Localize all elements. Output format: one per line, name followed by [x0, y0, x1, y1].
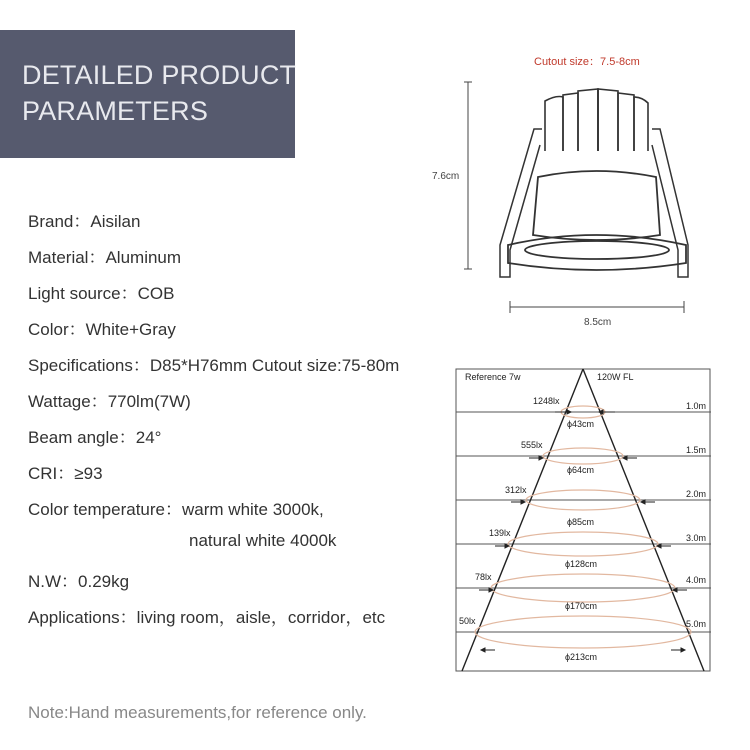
header-title-line1: DETAILED PRODUCT — [22, 60, 297, 90]
spec-color-temperature — [28, 495, 324, 520]
height-label: 7.6cm — [432, 171, 460, 182]
spec-value: Aluminum — [105, 248, 182, 267]
spec-specifications — [28, 351, 399, 376]
lux-label: 555lx — [521, 440, 543, 450]
spec-color-temperature-2 — [189, 531, 336, 551]
spec-value: living room，aisle，corridor，etc — [136, 608, 386, 627]
lux-label: 78lx — [475, 572, 492, 582]
width-label: 8.5cm — [584, 317, 612, 328]
spec-applications — [28, 603, 385, 628]
reference-label: Reference 7w — [465, 372, 521, 382]
cutout-size-label: Cutout size：7.5-8cm — [534, 56, 640, 68]
spec-label: Beam angle： — [28, 428, 136, 447]
spec-value: 770lm(7W) — [107, 392, 191, 411]
diameter-label: ϕ128cm — [565, 559, 598, 569]
heatsink — [545, 89, 648, 151]
spec-value: ≥93 — [74, 464, 103, 483]
spec-value: warm white 3000k, — [182, 500, 324, 519]
spec-wattage — [28, 387, 191, 412]
lux-label: 1248lx — [533, 396, 560, 406]
spec-color — [28, 315, 176, 340]
spec-label: Applications： — [28, 608, 137, 627]
distance-label: 5.0m — [686, 619, 707, 629]
diameter-label: ϕ213cm — [565, 652, 598, 662]
spec-label: CRI： — [28, 464, 75, 483]
lux-label: 312lx — [505, 485, 527, 495]
spec-label: Specifications： — [28, 356, 150, 375]
spec-label: Light source： — [28, 284, 138, 303]
distance-label: 4.0m — [686, 575, 707, 585]
spec-value: D85*H76mm Cutout size:75-80m — [149, 356, 400, 375]
lux-label: 139lx — [489, 528, 511, 538]
spec-value: Aisilan — [90, 212, 141, 231]
spec-label: N.W： — [28, 572, 79, 591]
spec-material — [28, 243, 181, 268]
spec-light-source — [28, 279, 174, 304]
spec-label: Wattage： — [28, 392, 108, 411]
spec-beam-angle — [28, 423, 161, 448]
spec-value: natural white 4000k — [189, 531, 337, 550]
spec-brand — [28, 207, 140, 232]
header-title-line2: PARAMETERS — [22, 96, 209, 126]
distance-label: 3.0m — [686, 533, 707, 543]
spec-value: COB — [137, 284, 175, 303]
spec-value: White+Gray — [85, 320, 176, 339]
spec-label: Brand： — [28, 212, 91, 231]
section-header — [0, 30, 295, 158]
spec-value: 24° — [135, 428, 162, 447]
diameter-label: ϕ43cm — [567, 419, 595, 429]
spec-cri — [28, 459, 103, 484]
diameter-label: ϕ85cm — [567, 517, 595, 527]
distance-label: 1.5m — [686, 445, 707, 455]
beam-angle-diagram — [455, 368, 712, 672]
trim-ring — [508, 235, 686, 270]
footnote: Note:Hand measurements,for reference only. — [28, 703, 367, 722]
spec-label: Color temperature： — [28, 500, 183, 519]
spec-label: Material： — [28, 248, 106, 267]
distance-label: 2.0m — [686, 489, 707, 499]
spec-net-weight — [28, 567, 129, 592]
spec-label: Color： — [28, 320, 86, 339]
spec-value: 0.29kg — [78, 572, 130, 591]
lux-label: 50lx — [459, 616, 476, 626]
diameter-label: ϕ64cm — [567, 465, 595, 475]
distance-label: 1.0m — [686, 401, 707, 411]
fixture-label: 120W FL — [597, 372, 634, 382]
diameter-label: ϕ170cm — [565, 601, 598, 611]
fixture-body — [533, 171, 660, 240]
product-drawing — [420, 45, 720, 345]
